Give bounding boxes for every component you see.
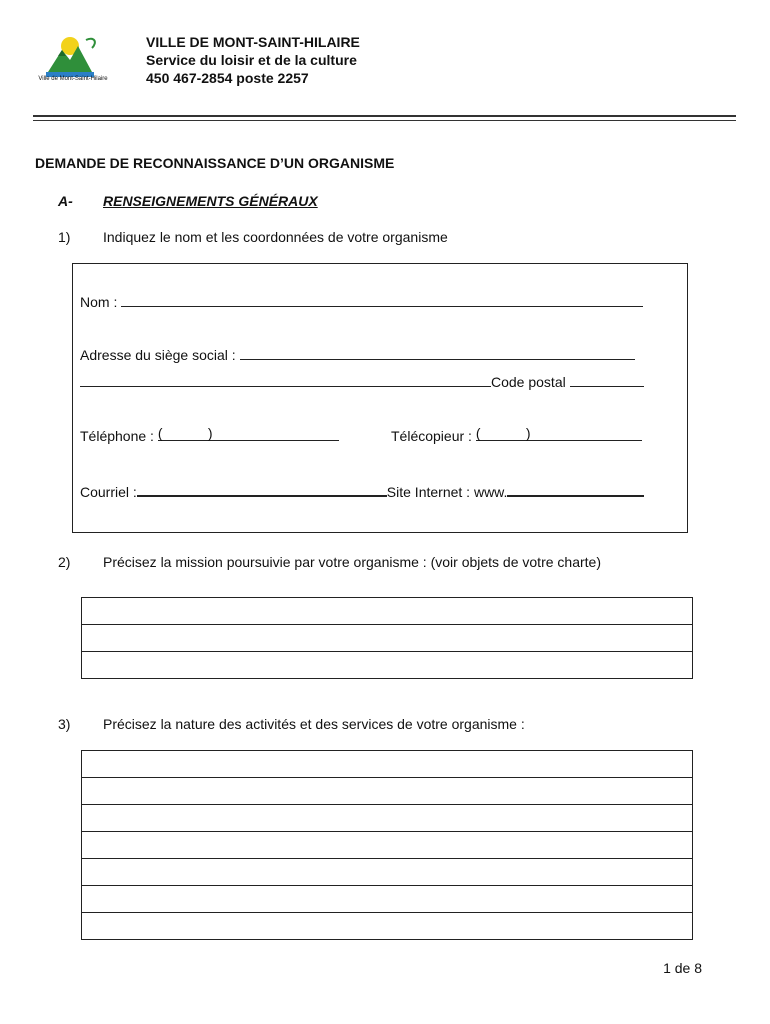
- fax-label: Télécopieur :: [391, 428, 476, 444]
- phone-paren-close: ): [207, 425, 213, 441]
- department-name: Service du loisir et de la culture: [146, 52, 357, 68]
- question-2-number: 2): [58, 554, 71, 570]
- address-line-2[interactable]: [80, 373, 491, 387]
- website-label: Site Internet : www.: [386, 484, 508, 500]
- phone-field[interactable]: [80, 427, 339, 444]
- fax-field[interactable]: [391, 427, 642, 444]
- page-number: 1 de 8: [663, 960, 702, 976]
- answer-line[interactable]: [82, 625, 693, 652]
- website-line[interactable]: [507, 482, 644, 497]
- fax-paren-close: ): [525, 425, 531, 441]
- answer-line[interactable]: [82, 832, 693, 859]
- header-rule-thin: [33, 120, 736, 121]
- question-1-number: 1): [58, 229, 71, 245]
- answer-line[interactable]: [82, 778, 693, 805]
- mission-answer-table: [81, 597, 693, 679]
- address-label: Adresse du siège social :: [80, 347, 240, 363]
- phone-paren-open: (: [157, 425, 163, 441]
- answer-line[interactable]: [82, 859, 693, 886]
- answer-line[interactable]: [82, 652, 693, 679]
- phone-label: Téléphone :: [80, 428, 158, 444]
- name-line[interactable]: [121, 293, 643, 307]
- fax-line[interactable]: [476, 427, 642, 441]
- phone-line[interactable]: [158, 427, 339, 441]
- name-field[interactable]: [80, 293, 643, 310]
- address-line-1[interactable]: [240, 346, 635, 360]
- question-1-text: Indiquez le nom et les coordonnées de votre organisme: [103, 229, 448, 245]
- address-field[interactable]: [80, 346, 635, 363]
- question-2-text: Précisez la mission poursuivie par votre organisme : (voir objets de votre charte): [103, 554, 601, 570]
- answer-line[interactable]: [82, 751, 693, 778]
- activities-answer-table: [81, 750, 693, 940]
- email-label: Courriel :: [80, 484, 137, 500]
- question-3-text: Précisez la nature des activités et des services de votre organisme :: [103, 716, 525, 732]
- section-letter: A-: [58, 193, 73, 209]
- name-label: Nom :: [80, 294, 122, 310]
- city-name: VILLE DE MONT-SAINT-HILAIRE: [146, 34, 360, 50]
- section-title: RENSEIGNEMENTS GÉNÉRAUX: [103, 193, 318, 209]
- email-line[interactable]: [137, 482, 387, 497]
- document-title: DEMANDE DE RECONNAISSANCE D’UN ORGANISME: [35, 155, 395, 171]
- logo-caption: Ville de Mont-Saint-Hilaire: [38, 76, 108, 82]
- header-rule-thick: [33, 115, 736, 117]
- fax-paren-open: (: [475, 425, 481, 441]
- contact-online-field[interactable]: [80, 482, 644, 500]
- address-line-2-field[interactable]: [80, 373, 644, 390]
- answer-line[interactable]: [82, 913, 693, 940]
- phone-number: 450 467-2854 poste 2257: [146, 70, 309, 86]
- answer-line[interactable]: [82, 805, 693, 832]
- postal-code-label: Code postal: [491, 374, 570, 390]
- question-3-number: 3): [58, 716, 71, 732]
- header-text: [146, 33, 360, 87]
- postal-code-line[interactable]: [570, 373, 644, 387]
- answer-line[interactable]: [82, 598, 693, 625]
- answer-line[interactable]: [82, 886, 693, 913]
